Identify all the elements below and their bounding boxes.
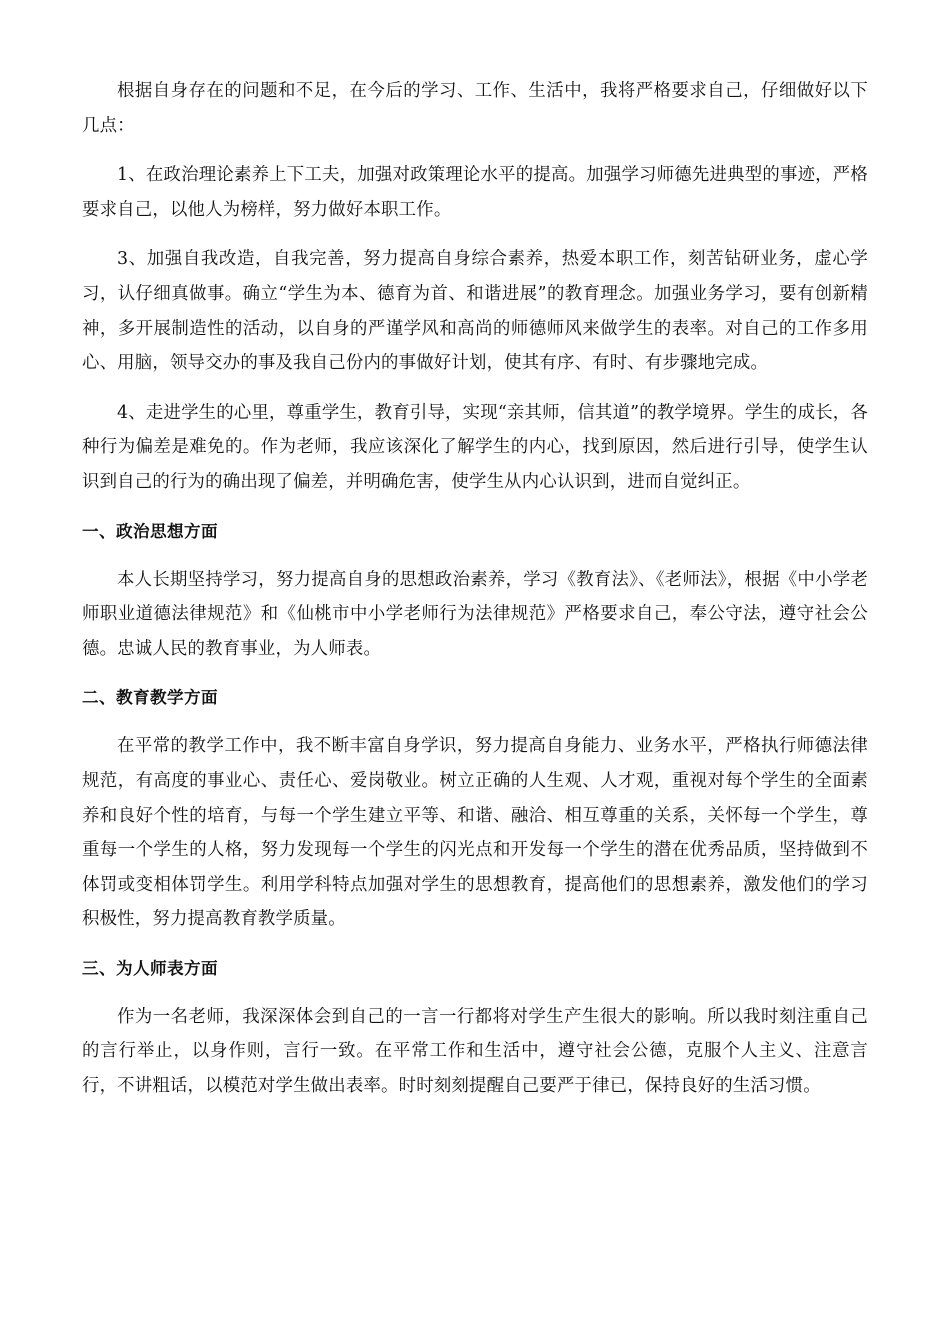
section-body-role-model: 作为一名老师，我深深体会到自己的一言一行都将对学生产生很大的影响。所以我时刻注重自己的言行举止，以身作则，言行一致。在平常工作和生活中，遵守社会公德，克服个人主义、注意言行，不讲粗话，以模范对学生做出表率。时时刻刻提醒自己要严于律已，保持良好的生活习惯。 — [82, 1006, 868, 1097]
intro-paragraph: 根据自身存在的问题和不足，在今后的学习、工作、生活中，我将严格要求自己，仔细做好以下几点： — [82, 81, 868, 136]
item-1-paragraph: 1、在政治理论素养上下工夫，加强对政策理论水平的提高。加强学习师德先进典型的事迹，严格要求自己，以他人为榜样，努力做好本职工作。 — [82, 165, 868, 220]
section-heading-role-model: 三、为人师表方面 — [82, 958, 218, 978]
item-4-paragraph: 4、走进学生的心里，尊重学生，教育引导，实现“亲其师，信其道”的教学境界。学生的成长，各种行为偏差是难免的。作为老师，我应该深化了解学生的内心，找到原因，然后进行引导，使学生认识到自己的行为的确出现了偏差，并明确危害，使学生从内心认识到，进而自觉纠正。 — [82, 402, 868, 492]
section-heading-teaching: 二、教育教学方面 — [82, 688, 218, 708]
section-body-political: 本人长期坚持学习，努力提高自身的思想政治素养，学习《教育法》、《老师法》，根据《中小学老师职业道德法律规范》和《仙桃市中小学老师行为法律规范》严格要求自己，奉公守法，遵守社会公德。忠诚人民的教育事业，为人师表。 — [82, 569, 868, 659]
section-heading-political: 一、政治思想方面 — [82, 521, 218, 541]
document-page — [82, 74, 868, 1119]
item-3-paragraph: 3、加强自我改造，自我完善，努力提高自身综合素养，热爱本职工作，刻苦钻研业务，虚心学习，认仔细真做事。确立“学生为本、德育为首、和谐进展”的教育理念。加强业务学习，要有创新精神，多开展制造性的活动，以自身的严谨学风和高尚的师德师风来做学生的表率。对自己的工作多用心、用脑，领导交办的事及我自己份内的事做好计划，使其有序、有时、有步骤地完成。 — [82, 249, 868, 374]
section-body-teaching: 在平常的教学工作中，我不断丰富自身学识，努力提高自身能力、业务水平，严格执行师德法律规范，有高度的事业心、责任心、爱岗敬业。树立正确的人生观、人才观，重视对每个学生的全面素养和良好个性的培育，与每一个学生建立平等、和谐、融洽、相互尊重的关系，关怀每一个学生，尊重每一个学生的人格，努力发现每一个学生的闪光点和开发每一个学生的潜在优秀品质，坚持做到不体罚或变相体罚学生。利用学科特点加强对学生的思想教育，提高他们的思想素养，激发他们的学习积极性，努力提高教育教学质量。 — [82, 736, 868, 930]
